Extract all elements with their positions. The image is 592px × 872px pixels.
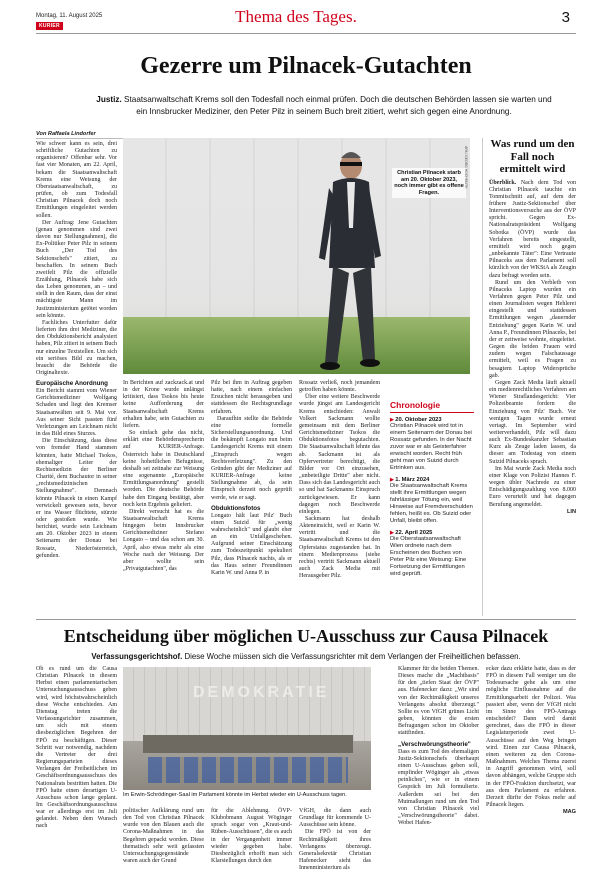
chronology-text: Christian Pilnacek wird tot in einem Seitenarm der Donau bei Rossatz gefunden. In der Nacht zuvor war er als Geisterfahrer erwischt worden. Recht früh geht man von Suizid durch Ertrinken aus.: [390, 423, 472, 471]
byline-rule: [36, 138, 126, 139]
article-column-3: [211, 380, 292, 616]
sidebar-kicker: Überblick.: [489, 179, 517, 186]
byline: Von Raffaela Lindorfer: [36, 131, 96, 137]
paragraph: für die Ablehnung. ÖVP-Klubobmann August Wöginger sprach sogar von „Kraut-und-Rüben-Ausschüssen", die es auch in der Vergangenheit immer wieder gegeben habe. Diesbezüglich erhofft man sich Klarstellungen durch den: [211, 808, 292, 865]
chronology-item: [390, 477, 474, 525]
paragraph: politischer Aufklärung rund um den Tod von Christian Pilnacek wurde von den Blauen auch die Corona-Maßnahmen in das Begehren gepackt worden. Diese thematisch sehr weit gefassten Untersuchungsgegenstände waren auch der Grund: [123, 808, 204, 865]
article2-column-5: [398, 666, 479, 868]
photo-caption: Christian Pilnacek starb am 20. Oktober 2023, noch immer gibt es offene Fragen.: [392, 168, 466, 198]
photo-credit: APA / GEORG HOCHMUTH: [464, 146, 468, 189]
chronology-title: Chronologie: [390, 400, 474, 413]
paragraph: Rossatz verließ, noch jemandem getroffen haben könnte.: [299, 380, 380, 394]
photo-banner: DEMOKRATIE: [193, 684, 330, 701]
article2-column-1: [36, 666, 117, 868]
paragraph: VfGH, die dann auch Grundlage für kommende U-Ausschüsse sein könne.: [299, 808, 371, 829]
paragraph: So einfach gehe das nicht, erklärt eine Behördensprecherin auf KURIER-Anfrage. Österreich habe in Deutschland keine hoheitlichen Befugnisse, deshalb sei zeitnahe zur Weisung eine sogenannte „Europäische Ermittlungsanordnung" gestellt worden. Die deutsche Behörde habe den Eingang bestätigt, aber noch kein Ergebnis geliefert.: [123, 430, 204, 508]
paragraph: Ein Bericht stammt vom Wiener Gerichtsmediziner Wolfgang Schaden und liegt den Kremser Staatsanwälten seit 9. Mai vor. Aus seiner Sicht passten fünf Verletzungen am Leichnam nicht in das Bild eines Sturzes.: [36, 388, 117, 438]
sidebar-body: [489, 180, 576, 515]
paragraph-text: Nach dem Tod von Christian Pilnacek tauchte ein Tonmitschnitt auf, auf dem der frühere Justiz-Sektionschef über Interventionsversuche aus der ÖVP spricht. Gegen Ex-Nationalratspräsident Wolfgang Sobotka (ÖVP) wurde das Verfahren bereits eingestellt, ermittelt wird noch gegen „unbekannte Täter": Eine Vertraute Pilnaceks aus dem Parlament soll kürzlich von der WKStA als Zeugin dazu befragt worden sein.: [489, 179, 576, 279]
paragraph: Fachliches Unterfutter dafür lieferten ihm drei Mediziner, die den Obduktionsbericht analysiert haben, Pilz zitiert in seinem Buch nur einzelne Textstellen. Um sich ein seriöses Bild zu machen, braucht die Behörde die Originaltexte.: [36, 319, 117, 376]
article2-column-2: [123, 808, 204, 868]
lead-text: Diese Woche müssen sich die Verfassungsrichter mit dem Verlangen der Freiheitlichen befassen.: [184, 652, 521, 661]
author-signature: MAG: [562, 809, 576, 816]
article-lead: [96, 94, 552, 117]
article-column-4: [299, 380, 380, 616]
chronology-date: ▶ 22. April 2025: [390, 530, 474, 536]
photo-seats: [148, 757, 348, 783]
paragraph: Klammer für die beiden Themen. Dieses mache die „Machtbasis" für den „tiefen Staat der ÖVP" aus. Hafenecker dazu: „Wir sind von der Rechtmäßigkeit unseres Verlangens absolut überzeugt." Sollte es von VfGH grünes Licht geben, könnten die ersten Befragungen schon im Oktober stattfinden.: [398, 666, 479, 737]
paragraph: Rund um den Verbleib von Pilnaceks Laptop wurden ein Verfahren gegen Peter Pilz und einen Journalisten wegen Hehlerei eingestellt und stattdessen Ermittlungen wegen „dauernder Entziehung" gegen Karin W. und Anna P., Freundinnen Pilnaceks, bei der er zeitweise wohnte, eingeleitet. Gegen die beiden Frauen wird zudem wegen Falschaussage ermittelt, weil es Fragen zu besagtem Laptop Widersprüche gab.: [489, 279, 576, 379]
paragraph: Daraufhin stellte die Behörde eine formelle Sicherstellungsanordnung. Und die bekämpft Longato nun beim Landesgericht Krems mit einem „Einspruch wegen Rechtsverletzung". Zu den Gründen gibt der Mediziner auf KURIER-Anfrage keine Stellungnahme ab, da sein Einspruch derzeit noch geprüft werde, wie er sagt.: [211, 415, 292, 501]
article2-lead: [36, 652, 576, 661]
paragraph: Sackmann hat deshalb Akteneinsicht, weil er Karin W. vertritt und die Staatsanwaltschaft Krems ist den Opferstatus zugestanden hat. In einem Medienprozess (siehe rechts) vertritt Sackmann aktuell auch Zack Media mit Herausgeber Pilz.: [299, 515, 380, 580]
chronology-box: [390, 400, 474, 583]
paragraph: Dass es zum Tod des ehemaligen Justiz-Sektionschefs überhaupt einen U-Ausschuss geben soll, empfinder Wöginger als „etwas peinliches", wie er in einem Gespräch im Juli formulierte. Außerdem sei bei den Mutmaßungen rund um den Tod von Christian Pilnacek viel „Verschwörungstheorie" dabei. Wobei Hafen-: [398, 748, 479, 827]
paragraph: Der Auftrag: Jene Gutachten (genau genommen sind zwei davon nur Stellungnahmen), die Ex-Politiker Peter Pilz in seinem Buch „Der Tod des Sektionschefs" zitiert, zu beschaffen. In seinem Buch zweifelt Pilz die offizielle Erzählung, Pilnacek habe sich das Leben genommen, an – und stellt in den Raum, dass der einst mächtigste Mann im Justizministerium getötet worden sein könnte.: [36, 219, 117, 319]
paragraph: [489, 180, 576, 280]
chronology-item: [390, 530, 474, 578]
paragraph: Im Mai wurde Zack Media noch einer Klage von Polizist Hannes F. wegen übler Nachrede zu einer Entschädigungszahlung von 8.000 Euro verurteilt und hat dagegen Berufung angemeldet.: [489, 465, 576, 508]
page-header: [0, 0, 592, 38]
article2-column-4: [299, 808, 371, 872]
paragraph: Pilz bei ihm in Auftrag gegeben hatte, nach einem einfachen Ersuchen nicht herausgeben und stattdessen die Rechtsgrundlage erfahren.: [211, 380, 292, 415]
kurier-logo: KURIER: [36, 22, 63, 30]
photo-caption: Im Erwin-Schrödinger-Saal im Parlament könnte im Herbst wieder ein U-Ausschuss tagen.: [123, 792, 347, 798]
chronology-item: [390, 417, 474, 472]
article2-column-3: [211, 808, 292, 868]
chronology-text: Die Staatsanwaltschaft Krems stellt ihre Ermittlungen wegen fahrlässiger Tötung ein, weil Hinweise auf Fremdverschulden fehlen, heißt es. Ob Suizid oder Unfall, bleibt offen.: [390, 483, 473, 524]
photo-desk: [143, 735, 353, 753]
article-headline: Gezerre um Pilnacek-Gutachten: [140, 53, 472, 79]
article-column-2: [123, 380, 204, 616]
subheading: Europäische Anordnung: [36, 380, 108, 388]
author-signature: LIN: [566, 508, 576, 515]
chronology-text: Die Oberstaatsanwaltschaft Wien ordnete nach dem Erscheinen des Buches von Peter Pilz eine Weisung: Eine Fortsetzung der Ermittlungen wird geprüft.: [390, 536, 467, 577]
sidebar-box: [482, 138, 576, 616]
page-number: 3: [561, 9, 570, 26]
paragraph: Die FPÖ ist von der Rechtmäßigkeit ihres Verlangens überzeugt. Generalsekretär Christian Hafenecker sieht das Innenministerium als: [299, 829, 371, 872]
lead-kicker: Justiz.: [96, 95, 122, 104]
subheading: Obduktionsfotos: [211, 504, 261, 512]
subheading: „Verschwörungstheorie": [398, 740, 471, 748]
paragraph: Die Einschätzung, dass diese von fremder Hand stammen könnten, hatte Michael Tsokos, ehemaliger Leiter der Rechtsmedizin der Berliner Charité, dem Buchautor in seiner „rechtsmedizinischen Stellungnahme". Demnach könnte Pilnacek in einen Kampf verwickelt gewesen sein, bevor er ins Wasser flüchtete, stürzte oder gestoßen wurde. Wie berichtet, wurde sein Leichnam am 20. Oktober 2023 in einem Seitenarm der Donau bei Rossatz, Niederösterreich, gefunden.: [36, 438, 117, 559]
article-column-1: [36, 141, 117, 617]
article-divider: [36, 619, 576, 620]
person-figure: [303, 148, 393, 373]
paragraph: Gegen Zack Media läuft aktuell ein medienrechtliches Verfahren am Wiener Straflandesgericht: Vier Polizeibeamte fordern die Einziehung von Pilz' Buch. Vor wenigen Tagen wurde erneut vertagt. Im September wird weiterverhandelt, Pilz will dazu auch Ex-Bundeskanzler Sebastian Kurz als Zeuge laden lassen, da dieser am Todestag von einem Suizid Pilnaceks sprach.: [489, 379, 576, 465]
section-title: Thema des Tages.: [235, 7, 357, 26]
lead-kicker: Verfassungsgerichtshof.: [91, 652, 183, 661]
paragraph: Ob es rund um die Causa Christian Pilnacek in diesem Herbst einen parlamentarischen Untersuchungsausschuss geben wird, wird höchstwahrscheinlich diese Woche entschieden. Am Dienstag treten die Verfassungsrichter zusammen, um sich mit einem diesbezüglichen Begehren der FPÖ zu beschäftigen. Dieser Schritt war notwendig, nachdem die Vertreter der drei Regierungsparteien dieses Verlangen der Freiheitlichen im Geschäftsordnungsausschuss des Nationalrats bestritten hatten. Die FPÖ hatte einen derartigen U-Ausschuss schon lange geplant. Im Geschäftsordnungsausschuss war er allerdings erst im Juli gelandet. Neben dem Wunsch nach: [36, 666, 117, 830]
chronology-date: ▶ 20. Oktober 2023: [390, 417, 474, 423]
photo-grass: [123, 317, 470, 374]
article2-column-6: [486, 666, 576, 868]
paragraph: Wie schwer kann es sein, drei schriftliche Gutachten zu organisieren? Offenbar sehr. Vor fast vier Monaten, am 22. April, bekam die Staatsanwaltschaft Krems eine Weisung der Oberstaatsanwaltschaft, zu prüfen, ob zum Todesfall Christian Pilnacek doch noch Ermittlungen eingeleitet werden sollen.: [36, 141, 117, 219]
paragraph: Über eine weitere Beschwerde wurde jüngst am Landesgericht Krems entschieden: Anwalt Volkert Sackmann wollte gemeinsam mit dem Berliner Gerichtsmediziner Tsokos die Obduktionsfotos begutachten. Die Staatsanwaltschaft lehnte das ab. Sackmann ist als Opfervertreter berechtigt, die Bilder vor Ort einzusehen, „unbeteiligte Dritte" aber nicht. Dass sich das Landesgericht auch so und hat Sackmanns Einspruch zurückgewiesen. Er kann dagegen noch Beschwerde einlegen.: [299, 394, 380, 515]
paragraph: In Berichten auf zackzack.at und in der Krone wurde unlängst kritisiert, dass Tsokos bis heute keine Aufforderung der Staatsanwaltschaft Krems erhalten habe, sein Gutachten zu liefern.: [123, 380, 204, 429]
issue-date: Montag, 11. August 2025: [36, 13, 103, 19]
header-rule: [36, 33, 576, 34]
sidebar-title: Was rund um den Fall noch ermittelt wird: [490, 138, 575, 175]
article2-headline: Entscheidung über möglichen U-Ausschuss zur Causa Pilnacek: [63, 626, 549, 646]
paragraph: Longato hält laut Pilz' Buch einen Suizid für „wenig wahrscheinlich" und glaubt eher an ein Unfallgeschehen. Aufgrund seiner Einschätzung zum Todeszeitpunkt spekuliert Pilz, dass Pilnacek nachts, als er das Haus seiner Freundinnen Karin W. und Anna P. in: [211, 512, 292, 576]
chronology-date: ▶ 1. März 2024: [390, 477, 474, 483]
photo-wall: [123, 138, 470, 322]
paragraph: Direkt versucht hat es die Staatsanwaltschaft Krems hingegen beim Innsbrucker Gerichtsmediziner Stefano Longato – und das schon am 30. April, also etwas mehr als eine Woche nach der Weisung. Der aber wollte sein „Privatgutachten", das: [123, 508, 204, 573]
paragraph: ecker dazu erklärte hatte, dass es der FPÖ in diesem Fall weniger um die Todesursache gehe als um eine mögliche Einflussnahme auf die Ermittlungsarbeit der Polizei. Was passiert aber, wenn der VfGH nicht im Sinne des FPÖ-Antrags entscheidet? Dann wird damit gerechnet, dass die FPÖ in dieser Legislaturperiode zwei U-Ausschüsse auf den Weg bringen wird. Einen zur Causa Pilnacek, einen weiteren zu den Corona-Maßnahmen. Welches Thema zuerst in Angriff genommen wird, soll davon abhängen, welche Gruppe sich in der FPÖ-Fraktion durchsetzt, war aus dem Parlament zu erfahren. Derzeit dürfte der Fokus mehr auf Pilnacek liegen.: [486, 666, 576, 808]
parliament-photo: [123, 667, 371, 790]
lead-text: Staatsanwaltschaft Krems soll den Todesfall noch einmal prüfen. Doch die deutschen Behörden lassen sie warten und ein Innsbrucker Mediziner, den Peter Pilz in seinem Buch breit zitiert, wehrt sich gegen eine Anordnung.: [124, 95, 552, 116]
